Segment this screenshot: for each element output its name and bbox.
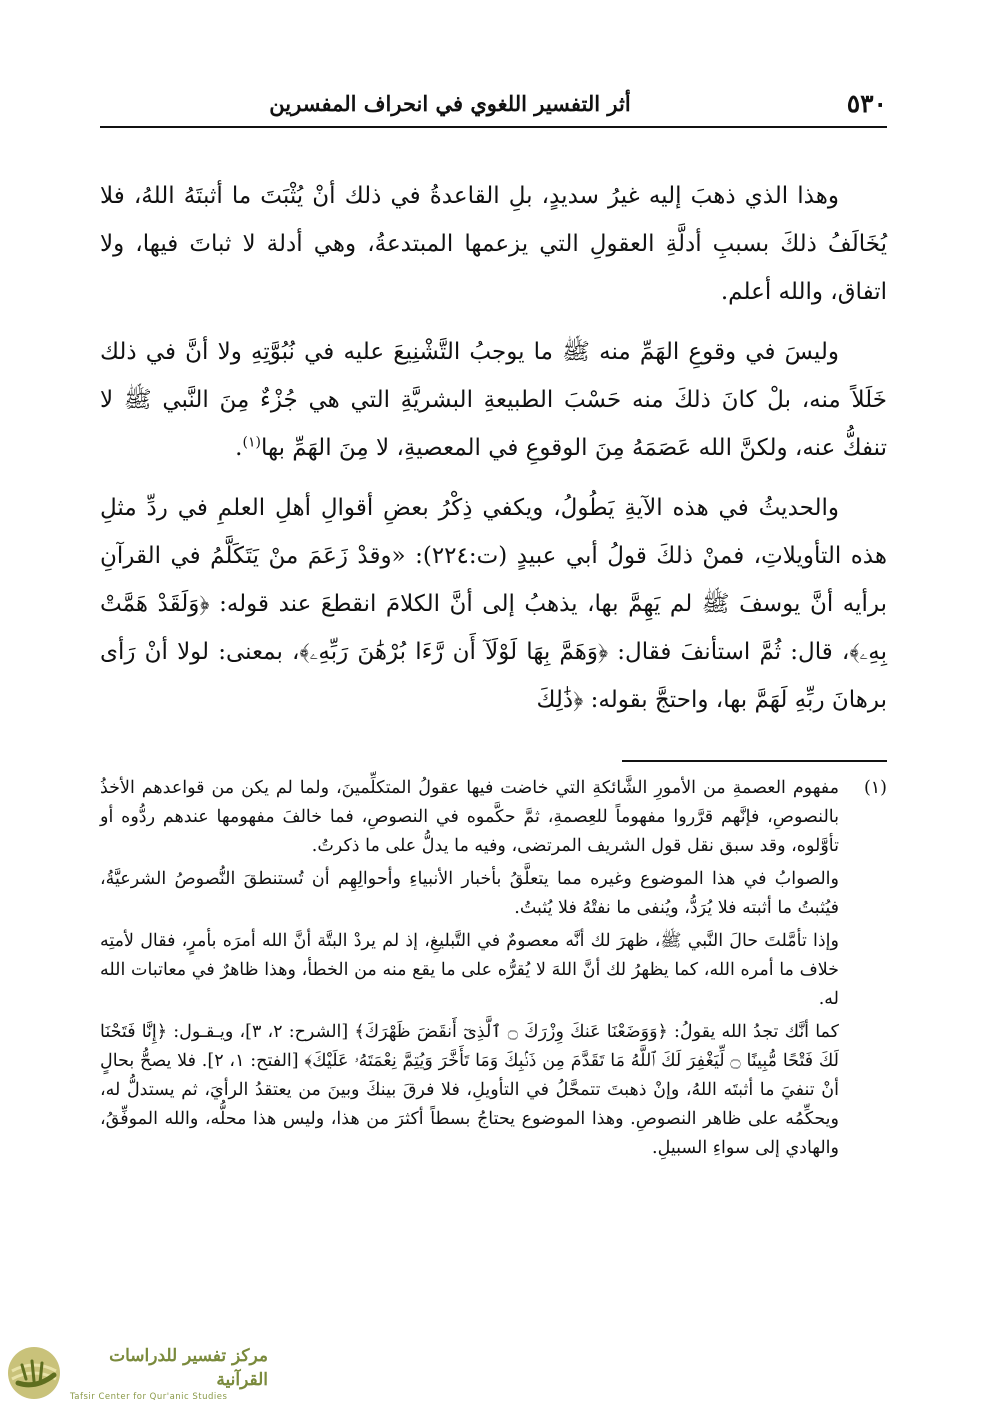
footnote-number: (١) — [863, 778, 887, 798]
paragraph-2-text: وليسَ في وقوعِ الهَمِّ منه ﷺ ما يوجبُ التَّشْنِيعَ عليه في نُبُوَّتِهِ ولا أنَّ في ذلك خَلَلاً منه، بلْ كانَ ذلكَ منه حَسْبَ الطبيعةِ البشريَّةِ التي هي جُزْءٌ مِنَ النَّبي ﷺ لا تنفكُّ عنه، ولكنَّ الله عَصَمَهُ مِنَ الوقوعِ في المعصيةِ، لا مِنَ الهَمِّ بها — [100, 339, 887, 461]
paragraph-2-end: . — [235, 435, 243, 461]
running-title: أثر التفسير اللغوي في انحراف المفسرين — [269, 91, 631, 116]
logo-english-name: Tafsir Center for Qur'anic Studies — [70, 1392, 228, 1402]
footnote-paragraph-2: والصوابُ في هذا الموضوع وغيره مما يتعلَّقُ بأخبار الأنبياءِ وأحوالِهِم أن تُستنطقَ النُّصوصُ الشرعيَّةُ، فيُثبتُ ما أثبته فلا يُرَدُّ، ويُنفى ما نفتْهُ فلا يُثبتُ. — [100, 869, 839, 918]
footnotes — [100, 774, 887, 1167]
footnote-paragraph-3: وإذا تأمَّلتَ حالَ النَّبي ﷺ، ظهرَ لك أنَّه معصومٌ في التَّبليغِ، إذ لم يردْ البتَّة أنَّ الله أمرَه بأمرٍ، فقال لأمتِه خلاف ما أمره الله، كما يظهرُ لك أنَّ اللهَ لا يُقرُّه على ما يقع منه من الخطأ، وهذا ظاهرٌ في معاتبات الله له. — [100, 931, 839, 1009]
footnote-1 — [100, 774, 887, 1167]
footnote-reference[interactable]: (١) — [242, 434, 261, 451]
footnote-paragraph-1: مفهوم العصمةِ من الأمورِ الشَّائكةِ التي خاضت فيها عقولُ المتكلِّمينَ، ولما لم يكن من قواعدهم الأخذُ بالنصوصِ، فإنَّهم قرَّروا مفهوماً للعِصمةِ، ثمَّ حكَّموه في النصوصِ، فما خالفَ مفهومها عندهم ردُّوه أو تأوَّلوه، وقد سبق نقل قول الشريف المرتضى، وفيه ما يدلُّ على ما ذكرتُ. — [100, 778, 839, 856]
footnote-text — [100, 774, 839, 1167]
logo-text — [70, 1344, 268, 1402]
globe-logo-icon — [6, 1345, 62, 1401]
footnote-divider — [622, 760, 887, 762]
paragraph-2 — [100, 328, 887, 472]
paragraph-3: والحديثُ في هذه الآيةِ يَطُولُ، ويكفي ذِكْرُ بعضِ أقوالِ أهلِ العلمِ في ردِّ مثلِ هذه التأويلاتِ، فمنْ ذلكَ قولُ أبي عبيدٍ (ت:٢٢٤): «وقدْ زَعَمَ منْ يَتَكَلَّمُ في القرآنِ برأيه أنَّ يوسفَ ﷺ لم يَهِمَّ بها، يذهبُ إلى أنَّ الكلامَ انقطعَ عند قوله: ﴿وَلَقَدْ هَمَّتْ بِهِۦ﴾، قال: ثُمَّ استأنفَ فقال: ﴿وَهَمَّ بِهَا لَوْلَآ أَن رَّءَا بُرْهَٰنَ رَبِّهِۦ﴾، بمعنى: لولا أنْ رَأى برهانَ ربِّهِ لَهَمَّ بها، واحتجَّ بقوله: ﴿ذَٰلِكَ — [100, 495, 888, 713]
page-number: ٥٣٠ — [846, 89, 887, 118]
page-header — [100, 86, 887, 128]
footnote-paragraph-4: كما أنَّك تجدُ الله يقولُ: ﴿وَوَضَعْنَا عَنكَ وِزْرَكَ ۝ ٱلَّذِىٓ أَنقَضَ ظَهْرَكَ﴾ [الشرح: ٢، ٣]، ويـقـول: ﴿إِنَّا فَتَحْنَا لَكَ فَتْحًا مُّبِينًا ۝ لِّيَغْفِرَ لَكَ ٱللَّهُ مَا تَقَدَّمَ مِن ذَنۢبِكَ وَمَا تَأَخَّرَ وَيُتِمَّ نِعْمَتَهُۥ عَلَيْكَ﴾ [الفتح: ١، ٢]. فلا يصحُّ بحالٍ أنْ تنفيَ ما أثبتَه اللهُ، وإنْ ذهبتَ تتمحَّلُ في التأويلِ، فلا فرقَ بينكَ وبينَ من يعتقدُ الرأيَ، ثم يستدلُّ له، ويحكِّمُه على ظاهر النصوصِ. وهذا الموضوع يحتاجُ بسطاً أكثرَ من هذا، وليس هذا محلُّه، والله الموفِّقُ، والهادي إلى سواءِ السبيلِ. — [100, 1022, 839, 1158]
paragraph-1: وهذا الذي ذهبَ إليه غيرُ سديدٍ، بلِ القاعدةُ في ذلك أنْ يُثْبَتَ ما أثبتَهُ اللهُ، فلا يُخَالَفُ ذلكَ بسببِ أدلَّةِ العقولِ التي يزعمها المبتدعةُ، وهي أدلة لا ثباتَ فيها، ولا اتفاق، والله أعلم. — [100, 183, 887, 305]
logo-arabic-name: مركز تفسير للدراسات القرآنية — [109, 1346, 268, 1390]
main-text — [100, 172, 887, 736]
tafsir-center-logo — [6, 1345, 268, 1401]
